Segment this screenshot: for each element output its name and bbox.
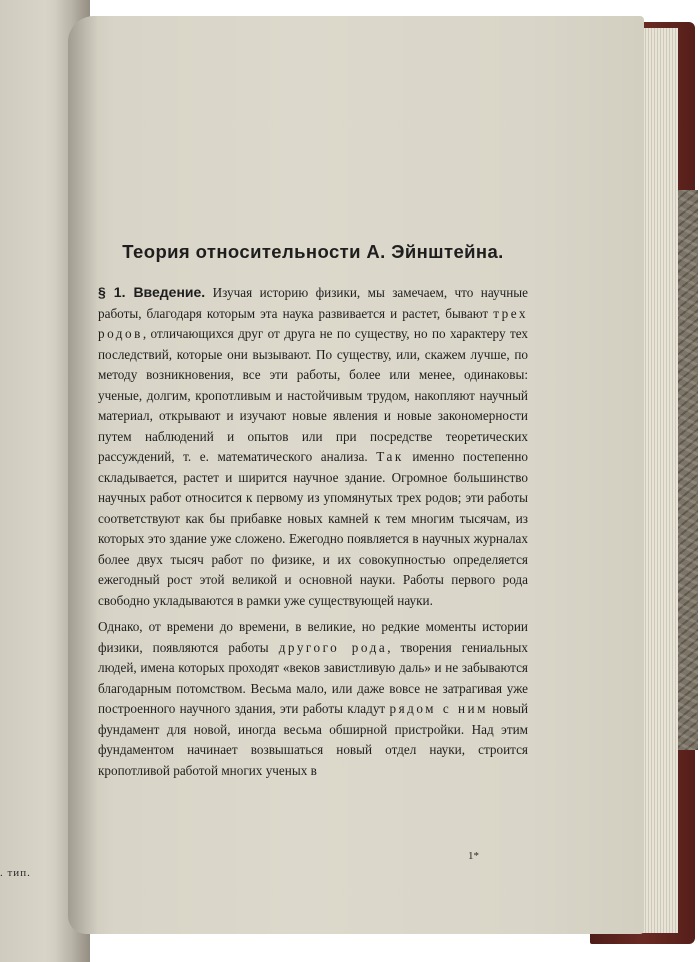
paragraph-1-spaced-b: Так [376, 449, 404, 464]
page-number: 1* [468, 850, 479, 862]
paragraph-2-text-b: , творения гениальных людей, имена которых проходят «веков завистливую даль» и не забываются благодарным потомством. Весьма мало, или даже вовсе не затрагивая уже построенного научного здания, эти работы кладут [98, 639, 528, 716]
page-title: Теория относительности А. Эйнштейна. [122, 241, 504, 262]
paragraph-2-text-a: Однако, от времени до времени, в великие, но редкие моменты истории физики, появляются работы [98, 619, 528, 655]
page-gutter-shadow [68, 16, 98, 934]
paragraph-2-spaced-a: другого рода [278, 639, 388, 655]
paragraph-1-text-b: , отличающихся друг от друга не по существу, но по характеру тех последствий, которые они вызывают. По существу, или, скажем лучше, по методу возникновения, все эти работы, более или менее, одинаковы: ученые, долгим, кропотливым и настойчивым трудом, накопляют научный материал, открывают и изучают новые явления и новые закономерности путем наблюдений и опытов или при посредстве теоретических рассуждений, т. е. математического анализа. [98, 326, 528, 464]
previous-page-footer: . тип. [0, 867, 31, 879]
section-heading: § 1. Введение. [98, 284, 206, 300]
page-text [98, 240, 528, 781]
paragraph-1 [98, 282, 528, 611]
paragraph-1-spaced-a: трех родов [98, 305, 528, 341]
paragraph-2-text-c: новый фундамент для новой, иногда весьма обширной пристройки. Над этим фундаментом начинает возвышаться новый отдел науки, строится кропотливой работой многих ученых в [98, 701, 529, 778]
paragraph-1-text-a: Изучая историю физики, мы замечаем, что научные работы, благодаря которым эта наука развивается и растет, бывают [98, 285, 528, 321]
paragraph-1-text-c: именно постепенно складывается, растет и ширится научное здание. Огромное большинство научных работ относится к первому из упомянутых трех родов; эти работы соответствуют как бы прибавке новых камней к тем многим тысячам, из которых это здание уже сложено. Ежегодно появляется в научных журналах более двух тысяч работ по физике, и их совокупностью определяется ежегодный рост этой великой и основной науки. Работы первого рода свободно укладываются в рамки уже существующей науки. [98, 449, 528, 608]
paragraph-2-spaced-b: рядом с ним [389, 701, 488, 716]
paragraph-2 [98, 617, 528, 781]
